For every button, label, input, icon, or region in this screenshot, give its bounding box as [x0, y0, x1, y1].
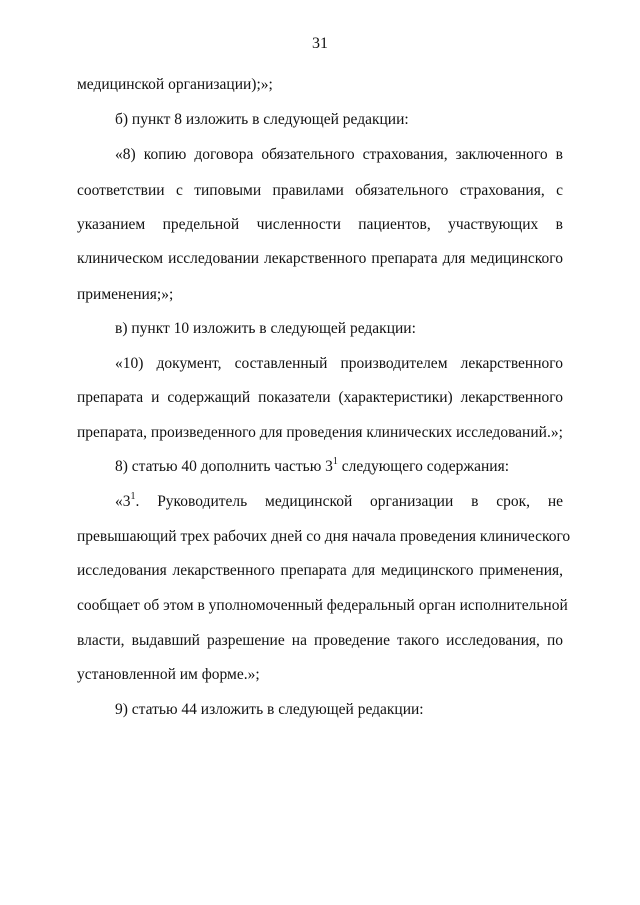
text-line: «8) копию договора обязательного страхования, заключенного в	[115, 146, 563, 163]
text-segment: 8) статью 40 дополнить частью 3	[115, 458, 333, 475]
text-line: препарата, произведенного для проведения клинических исследований.»;	[77, 424, 563, 441]
text-line: медицинской организации);»;	[77, 76, 273, 93]
text-line: «10) документ, составленный производителем лекарственного	[115, 355, 563, 372]
page-number: 31	[312, 35, 328, 52]
text-segment: . Руководитель медицинской организации в срок, не	[135, 493, 563, 510]
text-line	[115, 490, 563, 511]
text-segment: следующего содержания:	[337, 458, 510, 475]
text-line: исследования лекарственного препарата для медицинского применения,	[77, 562, 563, 579]
text-line: препарата и содержащий показатели (характеристики) лекарственного	[77, 389, 563, 406]
text-line: б) пункт 8 изложить в следующей редакции:	[115, 111, 409, 128]
text-line: превышающий трех рабочих дней со дня начала проведения клинического	[77, 528, 571, 545]
text-line: соответствии с типовыми правилами обязательного страхования, с	[77, 182, 563, 199]
text-line: власти, выдавший разрешение на проведение такого исследования, по	[77, 632, 563, 649]
superscript: 1	[130, 490, 136, 502]
text-segment: «$3^1$	[115, 490, 136, 510]
text-line	[115, 455, 510, 476]
text-line: установленной им форме.»;	[77, 666, 260, 683]
text-line: применения;»;	[77, 286, 174, 303]
text-line: в) пункт 10 изложить в следующей редакции:	[115, 320, 416, 337]
text-line: клиническом исследовании лекарственного препарата для медицинского	[77, 250, 563, 267]
text-line: указанием предельной численности пациентов, участвующих в	[77, 216, 563, 233]
text-line: сообщает об этом в уполномоченный федеральный орган исполнительной	[77, 597, 568, 614]
superscript: 1	[332, 455, 338, 467]
text-line: 9) статью 44 изложить в следующей редакции:	[115, 701, 424, 718]
